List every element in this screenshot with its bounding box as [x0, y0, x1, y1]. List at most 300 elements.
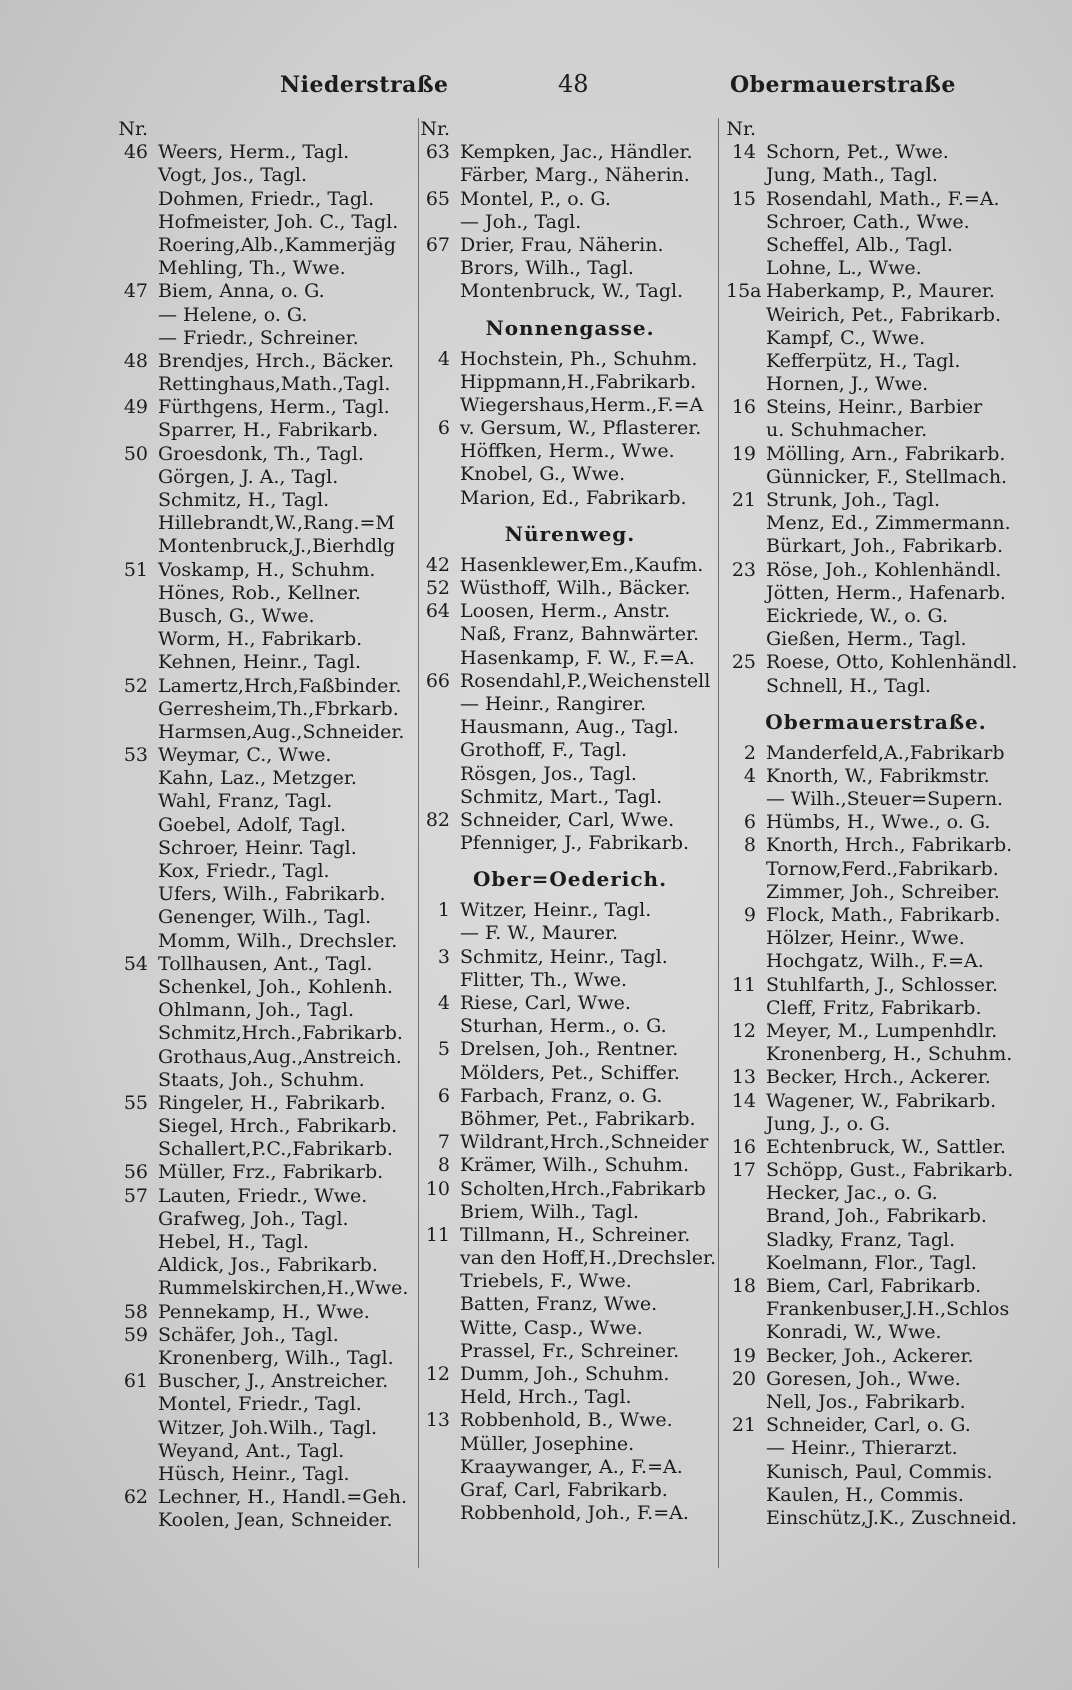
resident-entry: Grothoff, F., Tagl.	[460, 739, 628, 762]
resident-entry: Montenbruck, W., Tagl.	[460, 280, 684, 303]
resident-entry: Schneider, Carl, Wwe.	[460, 808, 675, 831]
resident-entry: Görgen, J. A., Tagl.	[158, 465, 339, 488]
directory-entry	[420, 1293, 720, 1316]
directory-entry	[118, 280, 418, 303]
directory-entry	[118, 164, 418, 187]
directory-entry	[726, 118, 1026, 141]
house-number: 62	[123, 1486, 148, 1509]
resident-entry: Flock, Math., Fabrikarb.	[766, 904, 1001, 926]
resident-entry: Hornen, J., Wwe.	[766, 373, 929, 396]
resident-entry: Hölzer, Heinr., Wwe.	[766, 927, 965, 950]
resident-entry: Roese, Otto, Kohlenhändl.	[766, 651, 1018, 674]
house-number: 59	[123, 1323, 148, 1346]
resident-entry: Hecker, Jac., o. G.	[766, 1182, 938, 1205]
directory-entry	[420, 922, 720, 945]
resident-entry: u. Schuhmacher.	[766, 419, 928, 442]
house-number: 20	[731, 1367, 756, 1390]
resident-entry: Schäfer, Joh., Tagl.	[158, 1323, 339, 1346]
house-number: 56	[123, 1161, 148, 1184]
resident-entry: Becker, Joh., Ackerer.	[766, 1344, 974, 1367]
resident-entry: Manderfeld,A.,Fabrikarb	[766, 741, 1005, 764]
resident-entry: Röse, Joh., Kohlenhändl.	[766, 558, 1002, 581]
resident-entry: Sturhan, Herm., o. G.	[460, 1015, 667, 1038]
directory-entry	[726, 765, 1026, 788]
directory-entry	[118, 443, 418, 466]
directory-entry	[118, 698, 418, 721]
page-header	[0, 72, 1072, 112]
house-number: 4	[437, 347, 450, 370]
directory-entry	[420, 394, 720, 417]
directory-entry	[420, 1247, 720, 1270]
resident-entry: Farbach, Franz, o. G.	[460, 1084, 663, 1107]
directory-entry	[420, 234, 720, 257]
page-number: 48	[558, 70, 589, 98]
directory-entry	[118, 814, 418, 837]
resident-entry: Hochgatz, Wilh., F.=A.	[766, 950, 984, 973]
house-number: Nr.	[726, 118, 756, 140]
directory-entry	[118, 188, 418, 211]
resident-entry: Aldick, Jos., Fabrikarb.	[158, 1254, 378, 1277]
directory-entry	[726, 1437, 1026, 1460]
directory-entry	[118, 396, 418, 419]
directory-entry	[118, 976, 418, 999]
directory-entry	[726, 1020, 1026, 1043]
directory-entry	[726, 1345, 1026, 1368]
resident-entry: Mölders, Pet., Schiffer.	[460, 1061, 680, 1084]
directory-entry	[726, 419, 1026, 442]
directory-entry	[726, 327, 1026, 350]
directory-entry	[420, 487, 720, 510]
resident-entry: Pfenniger, J., Fabrikarb.	[460, 832, 690, 855]
directory-entry	[420, 1363, 720, 1386]
resident-entry: Vogt, Jos., Tagl.	[158, 164, 308, 187]
directory-entry	[420, 1456, 720, 1479]
resident-entry: Stuhlfarth, J., Schlosser.	[766, 973, 999, 996]
resident-entry: Gießen, Herm., Tagl.	[766, 628, 967, 651]
resident-entry: Schenkel, Joh., Kohlenh.	[158, 975, 393, 998]
directory-entry	[420, 1201, 720, 1224]
resident-entry: Zimmer, Joh., Schreiber.	[766, 880, 1000, 903]
directory-entry	[420, 1178, 720, 1201]
resident-entry: Ufers, Wilh., Fabrikarb.	[158, 883, 386, 906]
directory-entry	[118, 605, 418, 628]
resident-entry: Kahn, Laz., Metzger.	[158, 767, 357, 790]
house-number: 1	[437, 899, 450, 922]
resident-entry: Schroer, Cath., Wwe.	[766, 210, 970, 233]
resident-entry: Höffken, Herm., Wwe.	[460, 440, 675, 463]
directory-entry	[118, 1324, 418, 1347]
directory-entry	[420, 992, 720, 1015]
house-number: 15	[731, 187, 756, 210]
directory-entry	[726, 881, 1026, 904]
resident-entry: Hasenkamp, F. W., F.=A.	[460, 646, 695, 669]
directory-entry	[726, 904, 1026, 927]
resident-entry: — Friedr., Schreiner.	[158, 326, 359, 349]
resident-entry: Böhmer, Pet., Fabrikarb.	[460, 1107, 696, 1130]
resident-entry: Kaulen, H., Commis.	[766, 1483, 964, 1506]
directory-entry	[726, 1182, 1026, 1205]
resident-entry: Kronenberg, H., Schuhm.	[766, 1043, 1013, 1066]
directory-entry	[726, 350, 1026, 373]
house-number: 14	[731, 141, 756, 164]
directory-entry	[118, 373, 418, 396]
directory-entry	[118, 327, 418, 350]
resident-entry: Konradi, W., Wwe.	[766, 1321, 942, 1344]
resident-entry: Buscher, J., Anstreicher.	[158, 1370, 389, 1393]
resident-entry: Knobel, G., Wwe.	[460, 463, 626, 486]
directory-entry	[420, 417, 720, 440]
directory-entry	[118, 118, 418, 141]
directory-entry	[118, 930, 418, 953]
resident-entry: Weymar, C., Wwe.	[158, 744, 332, 767]
resident-entry: Schnell, H., Tagl.	[766, 674, 932, 697]
directory-entry	[118, 860, 418, 883]
resident-entry: Jötten, Herm., Hafenarb.	[766, 581, 1006, 604]
directory-entry	[726, 1113, 1026, 1136]
house-number: 2	[743, 741, 756, 764]
resident-entry: — Helene, o. G.	[158, 303, 308, 326]
house-number: 58	[123, 1300, 148, 1323]
directory-entry	[118, 141, 418, 164]
directory-entry	[420, 1479, 720, 1502]
directory-entry	[726, 1391, 1026, 1414]
directory-entry	[420, 440, 720, 463]
resident-entry: Rosendahl,P.,Weichenstell	[460, 669, 711, 692]
resident-entry: Bürkart, Joh., Fabrikarb.	[766, 535, 1003, 558]
directory-entry	[118, 1161, 418, 1184]
directory-entry	[420, 1502, 720, 1525]
directory-entry	[118, 1231, 418, 1254]
resident-entry: Schroer, Heinr. Tagl.	[158, 836, 357, 859]
directory-entry	[420, 693, 720, 716]
directory-entry	[118, 675, 418, 698]
resident-entry: Kehnen, Heinr., Tagl.	[158, 651, 362, 674]
street-section-heading: Nürenweg.	[504, 521, 636, 546]
resident-entry: Mölling, Arn., Fabrikarb.	[766, 442, 1006, 465]
house-number: 21	[731, 1414, 756, 1437]
directory-entry	[118, 559, 418, 582]
directory-entry	[118, 1440, 418, 1463]
directory-entry	[726, 1461, 1026, 1484]
resident-entry: Lechner, H., Handl.=Geh.	[158, 1486, 408, 1509]
resident-entry: Müller, Frz., Fabrikarb.	[158, 1161, 384, 1184]
directory-entry	[420, 1386, 720, 1409]
resident-entry: Harmsen,Aug.,Schneider.	[158, 720, 405, 743]
resident-entry: Biem, Anna, o. G.	[158, 280, 325, 303]
column-3	[726, 118, 1026, 1530]
directory-entry	[118, 582, 418, 605]
directory-entry	[420, 739, 720, 762]
directory-entry	[118, 1301, 418, 1324]
house-number: 6	[437, 1084, 450, 1107]
resident-entry: Meyer, M., Lumpenhdlr.	[766, 1019, 998, 1042]
directory-entry	[118, 721, 418, 744]
directory-entry	[726, 651, 1026, 674]
resident-entry: Hochstein, Ph., Schuhm.	[460, 347, 698, 370]
directory-entry	[118, 1046, 418, 1069]
resident-entry: Hüsch, Heinr., Tagl.	[158, 1462, 350, 1485]
resident-entry: Koolen, Jean, Schneider.	[158, 1509, 393, 1532]
resident-entry: Hofmeister, Joh. C., Tagl.	[158, 210, 399, 233]
directory-entry	[118, 1393, 418, 1416]
resident-entry: Goresen, Joh., Wwe.	[766, 1367, 961, 1390]
directory-entry	[420, 1224, 720, 1247]
resident-entry: Becker, Hrch., Ackerer.	[766, 1066, 991, 1089]
directory-entry	[420, 554, 720, 577]
directory-entry	[726, 373, 1026, 396]
resident-entry: Hausmann, Aug., Tagl.	[460, 716, 679, 739]
resident-entry: Wiegershaus,Herm.,F.=A	[460, 393, 704, 416]
house-number: 48	[123, 349, 148, 372]
directory-entry	[118, 1254, 418, 1277]
resident-entry: Siegel, Hrch., Fabrikarb.	[158, 1115, 398, 1138]
directory-entry	[726, 489, 1026, 512]
resident-entry: Weers, Herm., Tagl.	[158, 141, 350, 164]
directory-entry	[420, 763, 720, 786]
resident-entry: Genenger, Wilh., Tagl.	[158, 906, 372, 929]
resident-entry: Schmitz, Heinr., Tagl.	[460, 945, 668, 968]
resident-entry: Witzer, Heinr., Tagl.	[460, 899, 652, 922]
directory-entry	[726, 1205, 1026, 1228]
resident-entry: Einschütz,J.K., Zuschneid.	[766, 1506, 1018, 1529]
directory-entry	[118, 234, 418, 257]
house-number: Nr.	[118, 118, 148, 140]
directory-entry	[420, 1433, 720, 1456]
resident-entry: Eickriede, W., o. G.	[766, 604, 949, 627]
resident-entry: Staats, Joh., Schuhm.	[158, 1068, 365, 1091]
resident-entry: Marion, Ed., Fabrikarb.	[460, 486, 687, 509]
house-number: 52	[425, 577, 450, 599]
directory-entry	[420, 280, 720, 303]
resident-entry: Kefferpütz, H., Tagl.	[766, 349, 961, 372]
directory-entry	[118, 1347, 418, 1370]
resident-entry: Dumm, Joh., Schuhm.	[460, 1363, 670, 1385]
resident-entry: Rosendahl, Math., F.=A.	[766, 187, 1000, 210]
directory-entry	[118, 257, 418, 280]
resident-entry: Strunk, Joh., Tagl.	[766, 489, 941, 511]
directory-entry	[118, 419, 418, 442]
resident-entry: Schmitz, H., Tagl.	[158, 489, 330, 511]
resident-entry: Montel, Friedr., Tagl.	[158, 1393, 362, 1416]
directory-entry	[118, 1370, 418, 1393]
resident-entry: Wahl, Franz, Tagl.	[158, 790, 333, 813]
resident-entry: Lohne, L., Wwe.	[766, 257, 922, 280]
directory-entry	[118, 1185, 418, 1208]
resident-entry: Hasenklewer,Em.,Kaufm.	[460, 553, 704, 576]
directory-entry	[420, 348, 720, 371]
house-number: 6	[437, 417, 450, 440]
resident-entry: Kampf, C., Wwe.	[766, 326, 926, 349]
resident-entry: Witzer, Joh.Wilh., Tagl.	[158, 1416, 378, 1439]
directory-entry	[726, 1252, 1026, 1275]
directory-entry	[726, 211, 1026, 234]
resident-entry: Jung, Math., Tagl.	[766, 164, 938, 187]
directory-entry	[420, 716, 720, 739]
house-number: 55	[123, 1091, 148, 1114]
house-number: 10	[425, 1177, 450, 1200]
house-number: 16	[731, 396, 756, 419]
directory-entry	[420, 188, 720, 211]
resident-entry: Hillebrandt,W.,Rang.=M	[158, 512, 395, 535]
house-number: 8	[743, 834, 756, 857]
directory-entry	[420, 969, 720, 992]
directory-entry	[726, 950, 1026, 973]
directory-entry	[726, 512, 1026, 535]
directory-entry	[420, 623, 720, 646]
directory-entry	[726, 927, 1026, 950]
house-number: 19	[731, 442, 756, 465]
resident-entry: Batten, Franz, Wwe.	[460, 1293, 658, 1316]
resident-entry: Voskamp, H., Schuhm.	[158, 558, 376, 581]
directory-entry	[726, 788, 1026, 811]
street-section-heading: Obermauerstraße.	[765, 709, 987, 734]
directory-entry	[118, 1417, 418, 1440]
directory-entry	[726, 396, 1026, 419]
directory-entry	[726, 1484, 1026, 1507]
resident-entry: Roering,Alb.,Kammerjäg	[158, 233, 396, 256]
house-number: 67	[425, 233, 450, 256]
directory-entry	[726, 858, 1026, 881]
resident-entry: Montel, P., o. G.	[460, 187, 611, 210]
directory-entry	[726, 1298, 1026, 1321]
resident-entry: Momm, Wilh., Drechsler.	[158, 929, 398, 952]
house-number: 46	[123, 141, 148, 164]
directory-entry	[726, 811, 1026, 834]
house-number: 19	[731, 1344, 756, 1367]
directory-entry	[726, 834, 1026, 857]
house-number: 25	[731, 651, 756, 674]
resident-entry: Flitter, Th., Wwe.	[460, 968, 628, 991]
directory-entry	[118, 953, 418, 976]
resident-entry: Briem, Wilh., Tagl.	[460, 1200, 639, 1223]
directory-entry	[118, 1509, 418, 1532]
directory-entry	[118, 1277, 418, 1300]
house-number: 65	[425, 187, 450, 210]
directory-entry	[118, 512, 418, 535]
right-street-heading: Obermauerstraße	[730, 72, 956, 98]
resident-entry: Kraaywanger, A., F.=A.	[460, 1455, 683, 1478]
directory-entry	[118, 744, 418, 767]
house-number: 16	[731, 1135, 756, 1158]
directory-entry	[420, 786, 720, 809]
directory-entry	[726, 304, 1026, 327]
directory-entry	[726, 443, 1026, 466]
house-number: 21	[731, 489, 756, 511]
resident-entry: Echtenbruck, W., Sattler.	[766, 1135, 1006, 1158]
resident-entry: Loosen, Herm., Anstr.	[460, 600, 671, 623]
house-number: 8	[437, 1154, 450, 1177]
house-number: 52	[123, 674, 148, 697]
house-number: 64	[425, 600, 450, 623]
resident-entry: Brand, Joh., Fabrikarb.	[766, 1205, 987, 1228]
resident-entry: Hönes, Rob., Kellner.	[158, 581, 361, 604]
resident-entry: Schmitz, Mart., Tagl.	[460, 785, 663, 808]
resident-entry: van den Hoff,H.,Drechsler.	[460, 1247, 717, 1270]
resident-entry: Günnicker, F., Stellmach.	[766, 465, 1008, 488]
house-number: 11	[425, 1223, 450, 1246]
directory-entry	[420, 1131, 720, 1154]
directory-entry	[420, 1085, 720, 1108]
house-number: 53	[123, 744, 148, 767]
directory-entry	[420, 600, 720, 623]
directory-entry	[726, 280, 1026, 303]
directory-entry	[118, 883, 418, 906]
resident-entry: Weyand, Ant., Tagl.	[158, 1439, 345, 1462]
resident-entry: Ohlmann, Joh., Tagl.	[158, 999, 355, 1022]
house-number: 3	[437, 945, 450, 968]
resident-entry: — Joh., Tagl.	[460, 210, 582, 233]
directory-entry	[420, 118, 720, 141]
directory-entry	[726, 1136, 1026, 1159]
resident-entry: Kempken, Jac., Händler.	[460, 141, 693, 164]
directory-entry	[118, 628, 418, 651]
directory-entry	[420, 809, 720, 832]
resident-entry: Biem, Carl, Fabrikarb.	[766, 1275, 982, 1297]
resident-entry: Schneider, Carl, o. G.	[766, 1414, 971, 1437]
resident-entry: Sladky, Franz, Tagl.	[766, 1228, 956, 1251]
resident-entry: Gerresheim,Th.,Fbrkarb.	[158, 697, 399, 720]
directory-entry	[726, 1275, 1026, 1298]
street-section-heading: Ober=Oederich.	[472, 867, 668, 892]
directory-entry	[726, 1159, 1026, 1182]
house-number: 23	[731, 558, 756, 581]
directory-entry	[726, 582, 1026, 605]
resident-entry: Pennekamp, H., Wwe.	[158, 1300, 370, 1323]
house-number: 66	[425, 669, 450, 692]
resident-entry: Nell, Jos., Fabrikarb.	[766, 1390, 966, 1413]
resident-entry: Robbenhold, Joh., F.=A.	[460, 1502, 689, 1525]
resident-entry: Busch, G., Wwe.	[158, 604, 315, 627]
directory-entry	[726, 1090, 1026, 1113]
directory-entry	[726, 1507, 1026, 1530]
resident-entry: Krämer, Wilh., Schuhm.	[460, 1154, 690, 1177]
house-number: 13	[425, 1409, 450, 1432]
directory-entry	[726, 628, 1026, 651]
house-number: 15a	[726, 280, 762, 303]
house-number: 7	[437, 1131, 450, 1154]
house-number: 12	[731, 1019, 756, 1042]
resident-entry: Grothaus,Aug.,Anstreich.	[158, 1045, 402, 1068]
house-number: 63	[425, 141, 450, 164]
directory-entry	[420, 211, 720, 234]
directory-entry	[118, 489, 418, 512]
resident-entry: Schmitz,Hrch.,Fabrikarb.	[158, 1022, 403, 1045]
resident-entry: Fürthgens, Herm., Tagl.	[158, 396, 390, 419]
resident-entry: Hippmann,H.,Fabrikarb.	[460, 370, 697, 393]
directory-entry	[420, 164, 720, 187]
directory-entry	[118, 1208, 418, 1231]
directory-entry	[118, 304, 418, 327]
resident-entry: Mehling, Th., Wwe.	[158, 257, 346, 280]
resident-entry: Knorth, Hrch., Fabrikarb.	[766, 834, 1013, 857]
resident-entry: Tornow,Ferd.,Fabrikarb.	[766, 857, 999, 880]
directory-entry	[118, 1463, 418, 1486]
directory-entry	[118, 906, 418, 929]
directory-entry	[420, 1317, 720, 1340]
resident-entry: v. Gersum, W., Pflasterer.	[460, 417, 702, 440]
house-number: 6	[743, 811, 756, 834]
directory-entry	[726, 1368, 1026, 1391]
directory-entry	[726, 1043, 1026, 1066]
directory-entry	[726, 164, 1026, 187]
directory-entry	[118, 1092, 418, 1115]
directory-entry	[420, 1038, 720, 1061]
house-number: 61	[123, 1370, 148, 1393]
directory-entry	[118, 999, 418, 1022]
directory-entry	[420, 899, 720, 922]
resident-entry: Schöpp, Gust., Fabrikarb.	[766, 1159, 1014, 1182]
directory-entry	[726, 742, 1026, 765]
